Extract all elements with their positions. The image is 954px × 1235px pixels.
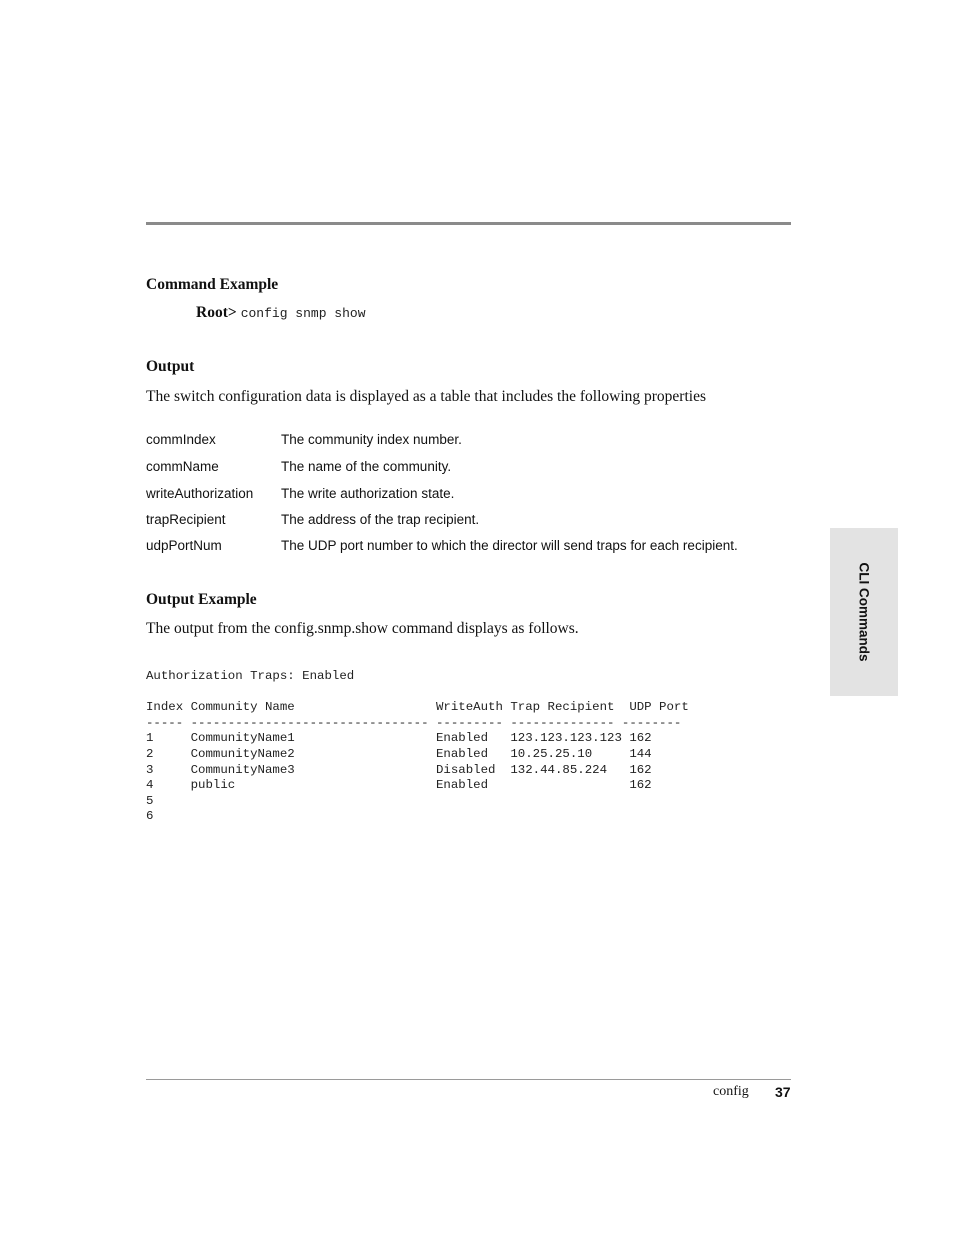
side-tab [830,528,898,696]
property-row [146,432,786,450]
property-description: The write authorization state. [281,486,455,501]
command-example-heading: Command Example [146,276,279,293]
property-description: The community index number. [281,432,462,447]
property-row [146,512,786,530]
property-row [146,486,786,504]
command-line [196,304,366,322]
property-description: The address of the trap recipient. [281,512,480,527]
output-heading: Output [146,358,195,375]
property-name: commName [146,459,219,474]
command-text: config snmp show [240,306,366,321]
command-prompt: Root> [196,304,237,321]
property-row [146,538,786,556]
output-intro: The switch configuration data is displayed as a table that includes the following properties [146,388,706,405]
property-row [146,459,786,477]
property-description: The UDP port number to which the director will send traps for each recipient. [281,538,738,553]
bottom-rule [146,1079,791,1080]
output-listing: Authorization Traps: Enabled Index Community Name WriteAuth Trap Recipient UDP Port ----- -------------------------------- --------- -------------- -------- 1 CommunityName1 Enabled 123.123.123.123 162 2 CommunityName2 Enabled 10.25.25.10 144 3 CommunityName3 Disabled 132.44.85.224 162 4 public Enabled 162 5 6 [146,669,689,824]
property-name: writeAuthorization [146,486,254,501]
property-description: The name of the community. [281,459,452,474]
output-example-intro: The output from the config.snmp.show command displays as follows. [146,620,579,637]
footer-page-number: 37 [775,1084,791,1100]
property-name: commIndex [146,432,216,447]
property-name: udpPortNum [146,538,222,553]
output-example-heading: Output Example [146,591,257,608]
side-tab-label: CLI Commands [856,562,872,662]
footer-section-name: config [713,1084,749,1099]
top-rule [146,222,791,225]
property-name: trapRecipient [146,512,226,527]
